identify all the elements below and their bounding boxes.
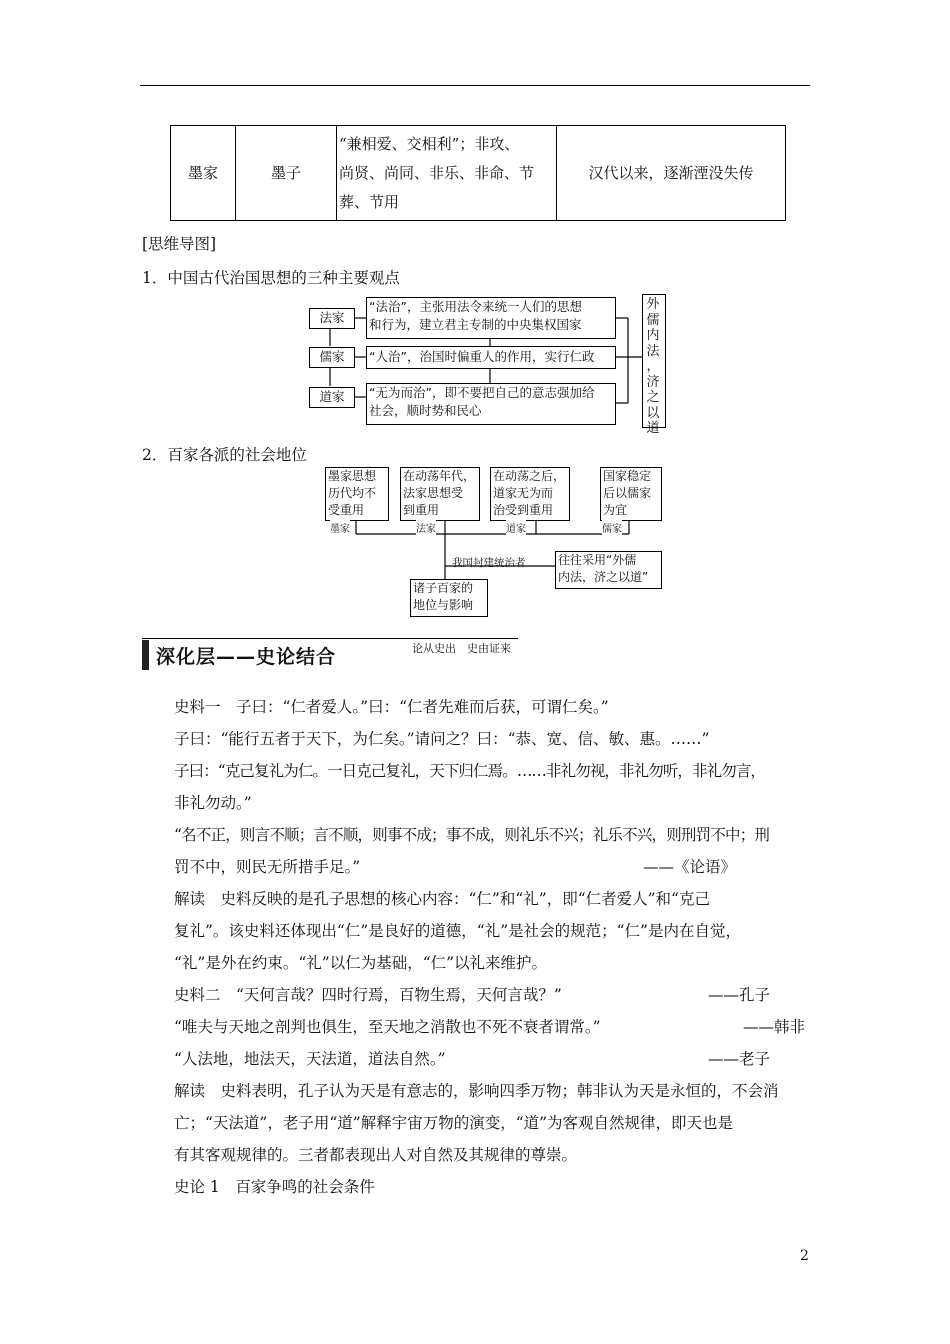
- map2-dao-box: 在动荡之后， 道家无为而 治受到重用: [490, 467, 570, 521]
- text-line: 解读 史料表明，孔子认为天是有意志的，影响四季万物；韩非认为天是永恒的，不会消: [174, 1082, 779, 1100]
- map1-heading: 1．中国古代治国思想的三种主要观点: [142, 269, 400, 287]
- text-line: “人法地，地法天，天法道，道法自然。”: [174, 1050, 446, 1068]
- person-cell: 墨子: [236, 126, 337, 221]
- ideas-line: 葬、节用: [339, 192, 400, 211]
- banner-subtitle: 论从史出 史由证来: [412, 642, 511, 655]
- text-line: 子曰：“能行五者于天下，为仁矣。”请问之？曰：“恭、宽、信、敏、惠。……”: [174, 730, 710, 748]
- banner-title: 深化层——史论结合: [156, 646, 337, 668]
- map1-fa-line: “法治”，主张用法令来统一人们的思想: [369, 299, 582, 314]
- text-line: “名不正，则言不顺；言不顺，则事不成；事不成，则礼乐不兴；礼乐不兴，则刑罚不中；刑: [174, 826, 770, 844]
- text-line: 亡；“天法道”，老子用“道”解释宇宙万物的演变，“道”为客观自然规律，即天也是: [174, 1114, 734, 1132]
- text-line: 复礼”。该史料还体现出“仁”是良好的道德，“礼”是社会的规范；“仁”是内在自觉，: [174, 922, 741, 940]
- map1-dao-line: “无为而治”，即不要把自己的意志强加给: [369, 385, 595, 400]
- map1-ru-box: “人治”，治国时偏重人的作用，实行仁政: [366, 346, 616, 369]
- map1-school-dao: 道家: [309, 387, 355, 408]
- text-line: “唯夫与天地之剖判也俱生，至天地之消散也不死不衰者谓常。”: [174, 1018, 601, 1036]
- map2-label-dao: 道家: [506, 520, 526, 535]
- source-citation: ——老子: [708, 1050, 771, 1068]
- text-line: 罚不中，则民无所措手足。”: [174, 858, 361, 876]
- text-line: 非礼勿动。”: [174, 794, 252, 812]
- map1-school-ru: 儒家: [309, 347, 355, 368]
- map2-fa-box: 在动荡年代， 法家思想受 到重用: [400, 467, 480, 521]
- page-number: 2: [800, 1248, 809, 1264]
- map2-rulers: 我国封建统治者: [452, 557, 526, 569]
- text-line: 史论 1 百家争鸣的社会条件: [174, 1178, 375, 1196]
- text-line: 有其客观规律的。三者都表现出人对自然及其规律的尊崇。: [174, 1146, 578, 1164]
- map2-heading: 2．百家各派的社会地位: [142, 446, 307, 464]
- source-citation: ——《论语》: [643, 858, 737, 876]
- text-line: 子曰：“克己复礼为仁。一日克己复礼，天下归仁焉。……非礼勿视，非礼勿听，非礼勿言，: [174, 762, 766, 780]
- map2-ru-box: 国家稳定 后以儒家 为宜: [600, 467, 662, 521]
- text-line: 史料二 “天何言哉？四时行焉，百物生焉，天何言哉？”: [174, 986, 562, 1004]
- text-line: 史料一 子曰：“仁者爱人。”曰：“仁者先难而后获，可谓仁矣。”: [174, 698, 609, 716]
- mindmap-label: [思维导图]: [142, 235, 217, 253]
- ideas-line: 尚贤、尚同、非乐、非命、节: [339, 163, 535, 182]
- text-line: 解读 史料反映的是孔子思想的核心内容：“仁”和“礼”，即“仁者爱人”和“克己: [174, 890, 710, 908]
- influence-cell: 汉代以来，逐渐湮没失传: [557, 126, 786, 221]
- ideas-line: “兼相爱、交相利”；非攻、: [339, 134, 520, 153]
- map1-fa-line: 和行为，建立君主专制的中央集权国家: [369, 317, 582, 332]
- map2-adopt-box: 往往采用“外儒 内法，济之以道”: [555, 551, 662, 589]
- map2-result-box: 诸子百家的 地位与影响: [410, 579, 488, 617]
- text-line: “礼”是外在约束。“礼”以仁为基础，“仁”以礼来维护。: [174, 954, 548, 972]
- banner-rule: [142, 638, 518, 639]
- source-citation: ——孔子: [708, 986, 771, 1004]
- map2-label-mo: 墨家: [330, 520, 350, 535]
- map1-conclusion-text: 外 儒 内 法 ， 济 之 以 道: [646, 297, 660, 436]
- map2-label-ru: 儒家: [602, 520, 622, 535]
- banner-bar: [142, 640, 149, 670]
- school-cell: 墨家: [171, 126, 236, 221]
- map1-school-fa: 法家: [309, 308, 355, 329]
- map2-mo-box: 墨家思想 历代均不 受重用: [325, 467, 389, 521]
- source-citation: ——韩非: [743, 1018, 806, 1036]
- map1-dao-line: 社会，顺时势和民心: [369, 403, 482, 418]
- map2-label-fa: 法家: [416, 520, 436, 535]
